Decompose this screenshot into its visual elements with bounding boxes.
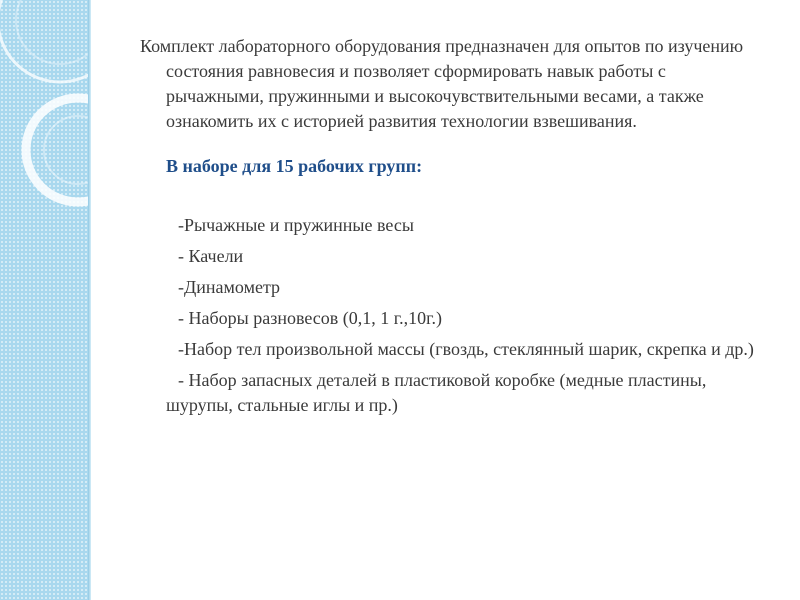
list-item (166, 337, 768, 362)
list-item (166, 368, 768, 418)
list-item (166, 213, 768, 238)
decorative-rings-icon (0, 0, 88, 600)
panel-divider (88, 0, 91, 600)
list-item (166, 244, 768, 269)
intro-paragraph: Комплект лабораторного оборудования предназначен для опытов по изучению состояния равновесия и позволяет сформировать навык работы с рычажными, пружинными и высокочувствительными весами, а также ознакомить их с историей развития технологии взвешивания. (140, 36, 744, 131)
list-item-text: -Рычажные и пружинные весы (178, 215, 414, 235)
list-item (166, 306, 768, 331)
list-item-text: -Динамометр (178, 277, 281, 297)
list-item (166, 275, 768, 300)
list-item-text: - Набор запасных деталей в пластиковой коробке (медные пластины, шурупы, стальные иглы и пр.) (166, 370, 707, 415)
list-item-text: -Набор тел произвольной массы (гвоздь, стеклянный шарик, скрепка и др.) (178, 339, 754, 359)
set-heading: В наборе для 15 рабочих групп: (166, 156, 423, 176)
decorative-side-panel (0, 0, 88, 600)
list-item-text: - Качели (178, 246, 244, 266)
list-item-text: - Наборы разновесов (0,1, 1 г.,10г.) (178, 308, 442, 328)
slide-content (140, 34, 768, 424)
equipment-list (166, 213, 768, 418)
